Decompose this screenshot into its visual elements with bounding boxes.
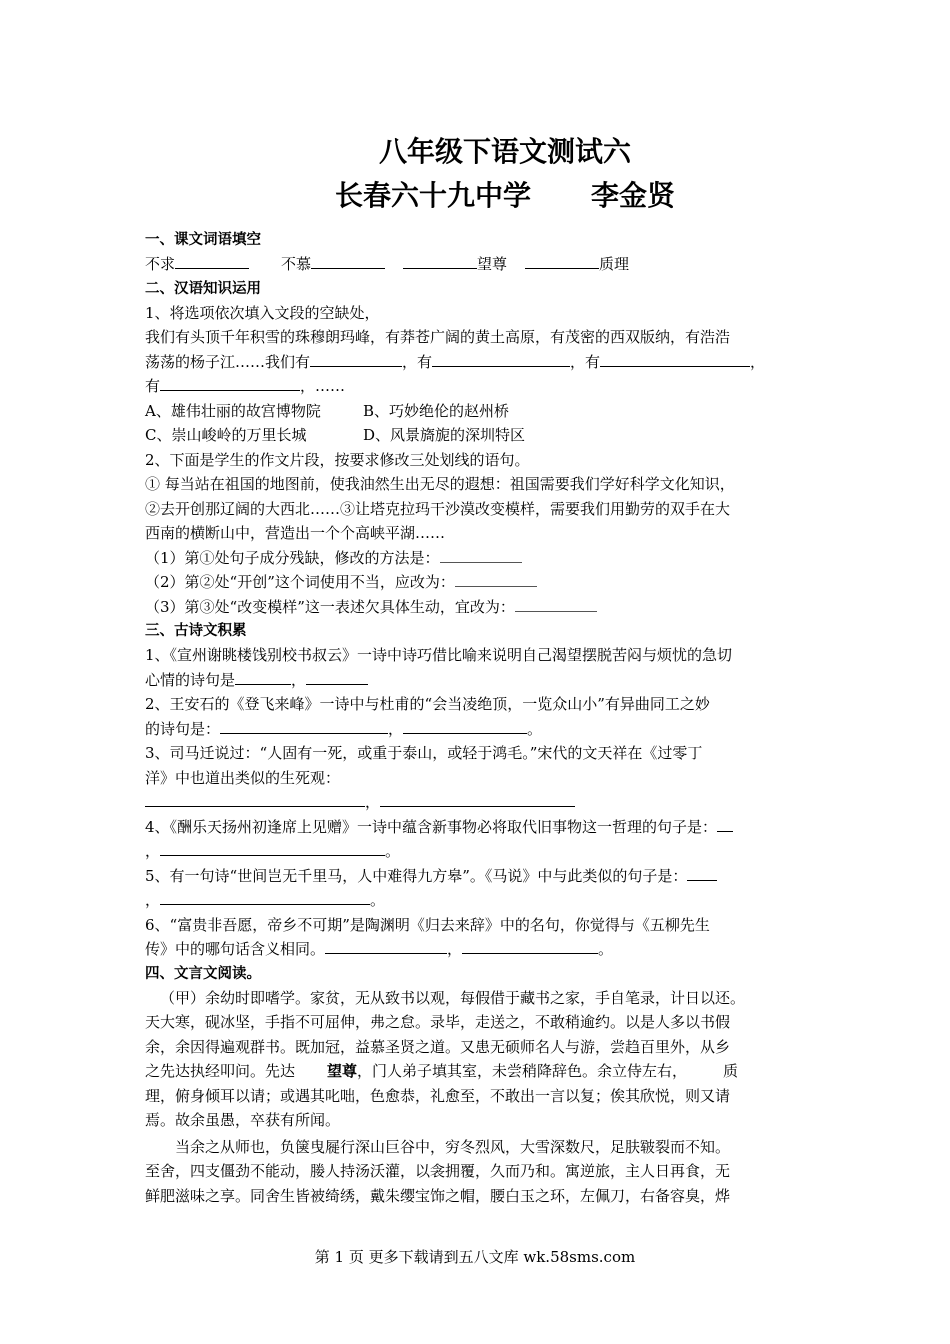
blank[interactable] bbox=[306, 668, 368, 685]
text: 心情的诗句是 bbox=[145, 670, 236, 689]
blank[interactable] bbox=[440, 546, 522, 563]
s3-q3-line3 bbox=[145, 790, 805, 815]
text: ，门人弟子填其室，未尝稍降辞色。余立侍左右， bbox=[357, 1062, 688, 1080]
passage-1-line5: 理，俯身倾耳以请；或遇其叱咄，色愈恭，礼愈至，不敢出一言以复；俟其欣悦，则又请 bbox=[145, 1086, 731, 1105]
section-3-heading: 三、古诗文积累 bbox=[145, 623, 247, 639]
text: （3）第③处“改变模样”这一表述欠具体生动，宜改为： bbox=[145, 597, 515, 616]
text: ， bbox=[145, 842, 161, 860]
option-d: D、风景旖旎的深圳特区 bbox=[363, 426, 526, 444]
section-2-heading: 二、汉语知识运用 bbox=[145, 280, 261, 297]
text: 的诗句是： bbox=[145, 719, 221, 738]
text: 5、有一句诗“世间岂无千里马，人中难得九方皋”。《马说》中与此类似的句子是： bbox=[145, 866, 688, 885]
text: ，…… bbox=[300, 377, 346, 395]
passage-2-line2: 至舍，四支僵劲不能动，媵人持汤沃灌，以衾拥覆，久而乃和。寓逆旅，主人日再食，无 bbox=[145, 1162, 731, 1180]
blank[interactable] bbox=[462, 937, 598, 954]
emphasized-word: 望尊 bbox=[327, 1062, 358, 1080]
s2-q1-text-line2 bbox=[145, 350, 805, 375]
s2-q2-paragraph-3: 西南的横断山中，营造出一个个高峡平湖…… bbox=[145, 524, 446, 542]
author-name: 李金贤 bbox=[591, 179, 676, 212]
text: 。 bbox=[370, 891, 386, 909]
blank[interactable] bbox=[717, 815, 733, 832]
text: 质 bbox=[723, 1062, 739, 1080]
passage-2-line3: 鲜肥滋味之享。同舍生皆被绮绣，戴朱缨宝饰之帽，腰白玉之环，左佩刀，右备容臭，烨 bbox=[145, 1186, 731, 1205]
blank-2[interactable] bbox=[311, 252, 385, 269]
text: 4、《酬乐天扬州初逢席上见赠》一诗中蕴含新事物必将取代旧事物这一哲理的句子是： bbox=[145, 817, 718, 836]
options-ab bbox=[145, 399, 805, 424]
passage-1-line6: 焉。故余虽愚，卒获有所闻。 bbox=[145, 1111, 341, 1129]
s3-q2-line2 bbox=[145, 717, 805, 742]
text: ，有 bbox=[570, 352, 601, 371]
blank[interactable] bbox=[160, 374, 300, 391]
s3-q3-line1: 3、司马迁说过：“人固有一死，或重于泰山，或轻于鸿毛。”宋代的文天祥在《过零丁 bbox=[145, 744, 703, 762]
text: 荡荡的杨子江……我们有 bbox=[145, 352, 311, 371]
blank[interactable] bbox=[432, 350, 570, 367]
text: ， bbox=[145, 891, 161, 909]
s3-q5-line1 bbox=[145, 864, 805, 889]
option-c: C、崇山峻岭的万里长城 bbox=[145, 426, 307, 444]
blank[interactable] bbox=[160, 888, 370, 905]
text: ， bbox=[447, 940, 463, 958]
text: 。 bbox=[385, 842, 401, 860]
school-name: 长春六十九中学 bbox=[334, 179, 531, 212]
option-b: B、巧妙绝伦的赵州桥 bbox=[363, 401, 510, 420]
blank[interactable] bbox=[145, 790, 365, 807]
blank[interactable] bbox=[600, 350, 750, 367]
blank[interactable] bbox=[455, 570, 537, 587]
page-footer: 第 1 页 更多下载请到五八文库 wk.58sms.com bbox=[314, 1248, 636, 1266]
s2-q2-sub-2 bbox=[145, 570, 805, 595]
s3-q2-line1: 2、王安石的《登飞来峰》一诗中与杜甫的“会当凌绝顶，一览众山小”有异曲同工之妙 bbox=[145, 695, 710, 713]
passage-1-line3: 余，余因得遍观群书。既加冠，益慕圣贤之道。又患无硕师名人与游，尝趋百里外，从乡 bbox=[145, 1037, 731, 1056]
s3-q4-line2 bbox=[145, 839, 805, 864]
s2-q1-text-line1: 我们有头顶千年积雪的珠穆朗玛峰，有莽苍广阔的黄土高原，有茂密的西双版纳，有浩浩 bbox=[145, 328, 731, 346]
word-1: 不求 bbox=[145, 255, 176, 273]
s2-q2-paragraph-1: ① 每当站在祖国的地图前，使我油然生出无尽的遐想：祖国需要我们学好科学文化知识， bbox=[145, 475, 735, 493]
blank[interactable] bbox=[687, 864, 717, 881]
text: 。 bbox=[527, 719, 543, 738]
s2-question-2: 2、下面是学生的作文片段，按要求修改三处划线的语句。 bbox=[145, 450, 530, 469]
s2-q2-sub-3 bbox=[145, 595, 805, 620]
blank[interactable] bbox=[160, 839, 385, 856]
blank[interactable] bbox=[310, 350, 402, 367]
text: ，有 bbox=[402, 352, 433, 371]
blank[interactable] bbox=[220, 717, 388, 734]
word-3: 望尊 bbox=[477, 255, 508, 273]
text: 有 bbox=[145, 377, 161, 395]
section-4-heading: 四、文言文阅读。 bbox=[145, 965, 261, 982]
passage-1-line2: 天大寒，砚冰坚，手指不可屈伸，弗之怠。录毕，走送之，不敢稍逾约。以是人多以书假 bbox=[145, 1013, 731, 1031]
s3-q3-line2: 洋》中也道出类似的生死观： bbox=[145, 768, 341, 787]
text: ， bbox=[388, 719, 404, 738]
blank-3[interactable] bbox=[403, 252, 477, 269]
text: 之先达执经叩问。先达 bbox=[145, 1062, 296, 1080]
blank[interactable] bbox=[380, 790, 575, 807]
passage-1-line1: （甲）余幼时即嗜学。家贫，无从致书以观，每假借于藏书之家，手自笔录，计日以还。 bbox=[160, 988, 746, 1007]
text: ， bbox=[291, 670, 307, 689]
blank[interactable] bbox=[325, 937, 447, 954]
blank-1[interactable] bbox=[175, 252, 249, 269]
document-page bbox=[145, 130, 805, 1208]
s3-q6-line1: 6、“富贵非吾愿，帝乡不可期”是陶渊明《归去来辞》中的名句，你觉得与《五柳先生 bbox=[145, 915, 710, 934]
text: 。 bbox=[598, 940, 614, 958]
s3-q1-line1: 1、《宣州谢眺楼饯别校书叔云》一诗中诗巧借比喻来说明自己渴望摆脱苦闷与烦忧的急切 bbox=[145, 646, 733, 664]
text: ， bbox=[365, 793, 381, 811]
section-1-blanks bbox=[145, 252, 805, 277]
blank[interactable] bbox=[235, 668, 291, 685]
blank[interactable] bbox=[403, 717, 527, 734]
text: （2）第②处“开创”这个词使用不当，应改为： bbox=[145, 573, 455, 591]
s3-q1-line2 bbox=[145, 668, 805, 693]
text: ， bbox=[750, 352, 766, 371]
passage-2-line1: 当余之从师也，负箧曳屣行深山巨谷中，穷冬烈风，大雪深数尺，足肤皲裂而不知。 bbox=[175, 1137, 731, 1156]
s3-q4-line1 bbox=[145, 815, 805, 840]
word-4: 质理 bbox=[599, 255, 630, 273]
s3-q6-line2 bbox=[145, 937, 805, 962]
blank[interactable] bbox=[515, 595, 597, 612]
option-a: A、雄伟壮丽的故宫博物院 bbox=[145, 401, 321, 420]
blank-4[interactable] bbox=[525, 252, 599, 269]
document-subtitle bbox=[205, 174, 805, 218]
document-title: 八年级下语文测试六 bbox=[378, 135, 631, 168]
text: 传》中的哪句话含义相同。 bbox=[145, 940, 326, 958]
s2-q1-text-line3 bbox=[145, 374, 805, 399]
s2-q2-sub-1 bbox=[145, 546, 805, 571]
word-2: 不慕 bbox=[281, 255, 312, 273]
text: （1）第①处句子成分残缺，修改的方法是： bbox=[145, 548, 440, 567]
passage-1-line4 bbox=[145, 1059, 805, 1084]
s2-q2-paragraph-2: ②去开创那辽阔的大西北……③让塔克拉玛干沙漠改变模样，需要我们用勤劳的双手在大 bbox=[145, 499, 731, 518]
s2-question-1: 1、将选项依次填入文段的空缺处， bbox=[145, 303, 380, 322]
s3-q5-line2 bbox=[145, 888, 805, 913]
options-cd bbox=[145, 423, 805, 448]
section-1-heading: 一、课文词语填空 bbox=[145, 232, 261, 248]
